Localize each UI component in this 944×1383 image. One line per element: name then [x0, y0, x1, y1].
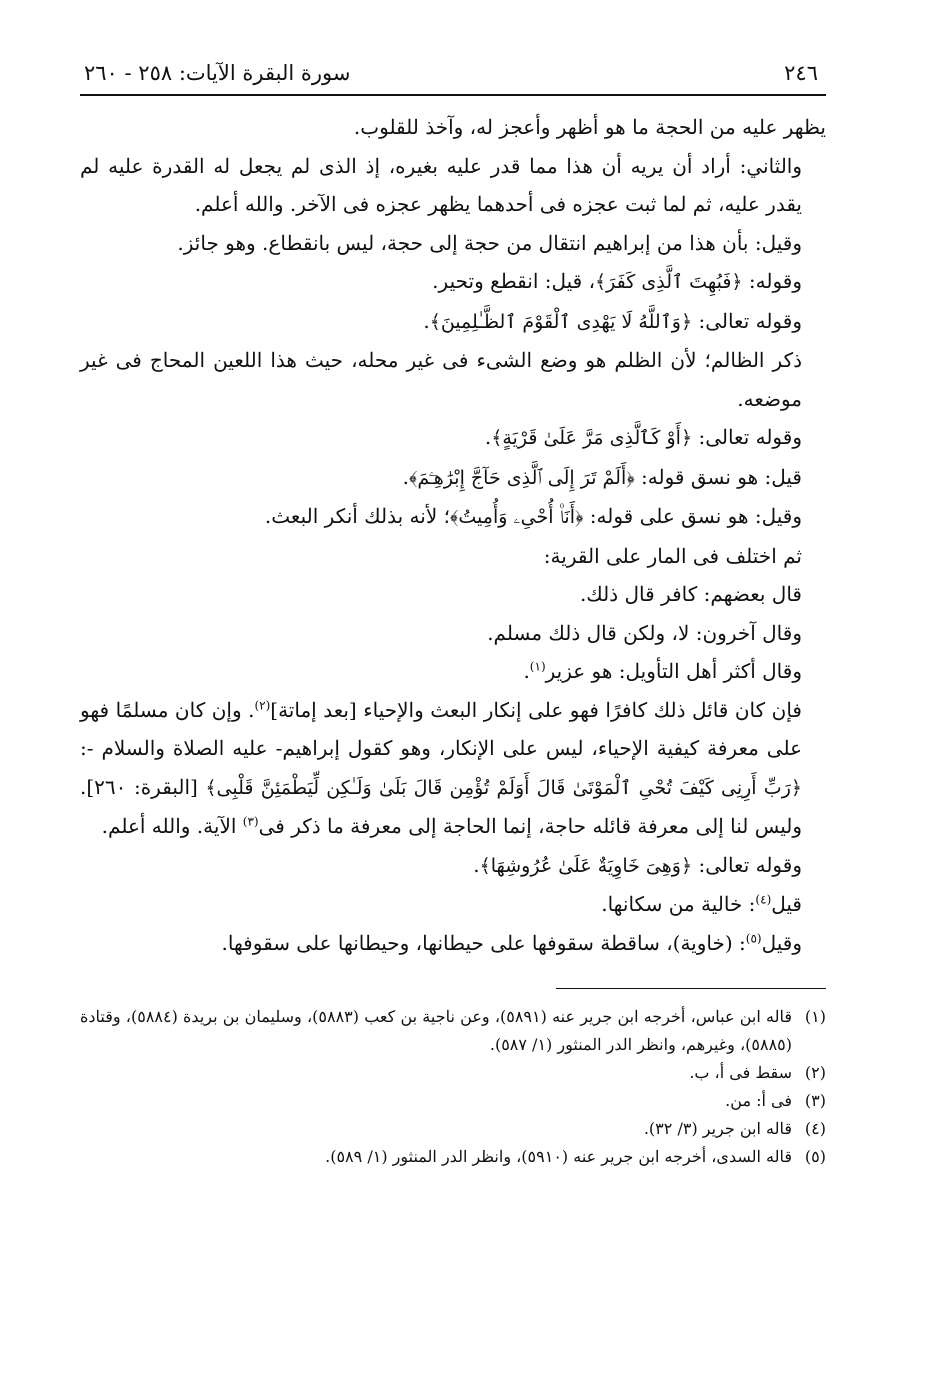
footnote-marker: (٤) — [755, 892, 772, 907]
page-header — [80, 58, 826, 94]
quran-verse: ﴿وَهِىَ خَاوِيَةٌ عَلَىٰ عُرُوشِهَا﴾ — [479, 854, 693, 877]
quran-verse: ﴿وَٱللَّهُ لَا يَهْدِى ٱلْقَوْمَ ٱلظَّـٰلِمِينَ﴾ — [429, 310, 693, 333]
footnote-marker: (٢) — [254, 697, 271, 712]
paragraph-text: . — [523, 659, 530, 683]
paragraph-text: . — [484, 425, 492, 449]
paragraph-text: وقوله: — [742, 269, 802, 293]
paragraph-text: الآية. والله أعلم. — [101, 814, 243, 838]
paragraph — [80, 302, 826, 342]
footnote — [80, 1003, 826, 1059]
footnote-text: قاله ابن عباس، أخرجه ابن جرير عنه (٥٨٩١)، وعن ناجية بن كعب (٥٨٨٣)، وسليمان بن بريدة (٥٨٨٤)، وقتادة (٥٨٨٥)، وغيرهم، وانظر الدر المنثور (١/ ٥٨٧). — [80, 1007, 793, 1054]
paragraph — [80, 458, 826, 498]
paragraph: يظهر عليه من الحجة ما هو أظهر وأعجز له، وآخذ للقلوب. — [353, 115, 826, 139]
paragraph: والثاني: أراد أن يريه أن هذا مما قدر عليه بغيره، إذ الذى لم يجعل له القدرة عليه لم يقدر عليه، ثم لما ثبت عجزه فى أحدهما يظهر عجزه فى الآخر. والله أعلم. — [80, 153, 803, 216]
footnote — [80, 1059, 826, 1087]
paragraph-text: قيل — [771, 892, 802, 916]
footnote-marker: (١) — [529, 659, 546, 674]
paragraph-text: . — [473, 852, 480, 877]
paragraph-text: . — [402, 464, 409, 489]
header-rule — [80, 94, 826, 96]
paragraph-text: ؛ لأنه بذلك أنكر البعث. — [264, 504, 450, 528]
footnote-text: سقط فى أ، ب. — [689, 1063, 792, 1082]
paragraph — [80, 846, 826, 886]
footnote-text: قاله السدى، أخرجه ابن جرير عنه (٥٩١٠)، وانظر الدر المنثور (١/ ٥٨٩). — [325, 1147, 792, 1166]
paragraph — [80, 885, 826, 924]
running-title: سورة البقرة الآيات: ٢٥٨ - ٢٦٠ — [84, 61, 351, 85]
paragraph-text: وقوله تعالى: — [692, 308, 802, 333]
paragraph: قال بعضهم: كافر قال ذلك. — [579, 582, 802, 606]
footnote-marker: (٣) — [242, 814, 259, 829]
quran-verse: ﴿أَنَا۠ أُحْىِۦ وَأُمِيتُ﴾ — [449, 506, 584, 528]
footnote-text: قاله ابن جرير (٣/ ٣٢). — [643, 1119, 792, 1138]
paragraph-text: . وإن كان مسلمًا فهو على معرفة كيفية الإحياء، ليس على الإنكار، وهو كقول إبراهيم- عليه الصلاة والسلام -: — [80, 697, 803, 760]
paragraph — [80, 652, 826, 691]
footnote-number: (٣) — [804, 1091, 826, 1110]
paragraph — [80, 924, 826, 963]
footnote-number: (١) — [804, 1007, 826, 1026]
paragraph: ثم اختلف فى المار على القرية: — [543, 543, 802, 568]
footnote-rule — [556, 988, 826, 989]
paragraph-text: وقوله تعالى: — [692, 425, 802, 449]
paragraph — [80, 418, 826, 458]
footnote-number: (٤) — [804, 1119, 826, 1138]
paragraph-text: وقيل: هو نسق على قوله: — [583, 504, 802, 528]
page-number: ٢٤٦ — [784, 61, 818, 85]
body-text — [80, 108, 826, 962]
paragraph — [80, 262, 826, 302]
footnote — [80, 1115, 826, 1143]
paragraph — [80, 497, 826, 537]
footnote-number: (٥) — [804, 1147, 826, 1166]
quran-verse: ﴿أَلَمْ تَرَ إِلَى ٱلَّذِى حَآجَّ إِبْرَٰهِـۧمَ﴾ — [408, 466, 635, 489]
paragraph-text: وقال أكثر أهل التأويل: هو عزير — [545, 659, 802, 683]
paragraph: وقيل: بأن هذا من إبراهيم انتقال من حجة إلى حجة، ليس بانقطاع. وهو جائز. — [177, 230, 802, 255]
footnote — [80, 1087, 826, 1115]
footnote-text: فى أ: من. — [725, 1091, 792, 1110]
quran-verse: ﴿رَبِّ أَرِنِى كَيْفَ تُحْىِ ٱلْمَوْتَىٰ قَالَ أَوَلَمْ تُؤْمِن قَالَ بَلَىٰ وَلَـٰكِن لِّيَطْمَئِنَّ قَلْبِى﴾ — [205, 776, 802, 799]
paragraph-text: : (خاوية)، ساقطة سقوفها على حيطانها، وحيطانها على سقوفها. — [221, 930, 746, 955]
quran-verse: ﴿أَوْ كَٱلَّذِى مَرَّ عَلَىٰ قَرْيَةٍ﴾ — [491, 427, 693, 449]
paragraph-text: وقيل — [761, 930, 802, 955]
quran-verse: ﴿فَبُهِتَ ٱلَّذِى كَفَرَ﴾ — [595, 271, 743, 293]
paragraph: وقال آخرون: لا، ولكن قال ذلك مسلم. — [487, 620, 802, 645]
paragraph — [80, 691, 826, 846]
paragraph-text: [البقرة: ٢٦٠]. وليس لنا إلى معرفة قائله حاجة، إنما الحاجة إلى معرفة ما ذكر فى — [80, 774, 802, 838]
paragraph-text: ، قيل: انقطع وتحير. — [432, 269, 596, 293]
paragraph-text: . — [423, 308, 430, 333]
paragraph: ذكر الظالم؛ لأن الظلم هو وضع الشىء فى غير محله، حيث هذا اللعين المحاج فى غير موضعه. — [80, 348, 802, 411]
footnote-marker: (٥) — [745, 930, 762, 945]
footnote-number: (٢) — [804, 1063, 826, 1082]
paragraph-text: : خالية من سكانها. — [601, 892, 756, 916]
paragraph-text: فإن كان قائل ذلك كافرًا فهو على إنكار البعث والإحياء [بعد إماتة] — [270, 697, 802, 722]
footnote — [80, 1143, 826, 1171]
footnotes — [80, 1003, 826, 1171]
paragraph-text: قيل: هو نسق قوله: — [634, 464, 802, 489]
paragraph-text: وقوله تعالى: — [692, 852, 802, 877]
